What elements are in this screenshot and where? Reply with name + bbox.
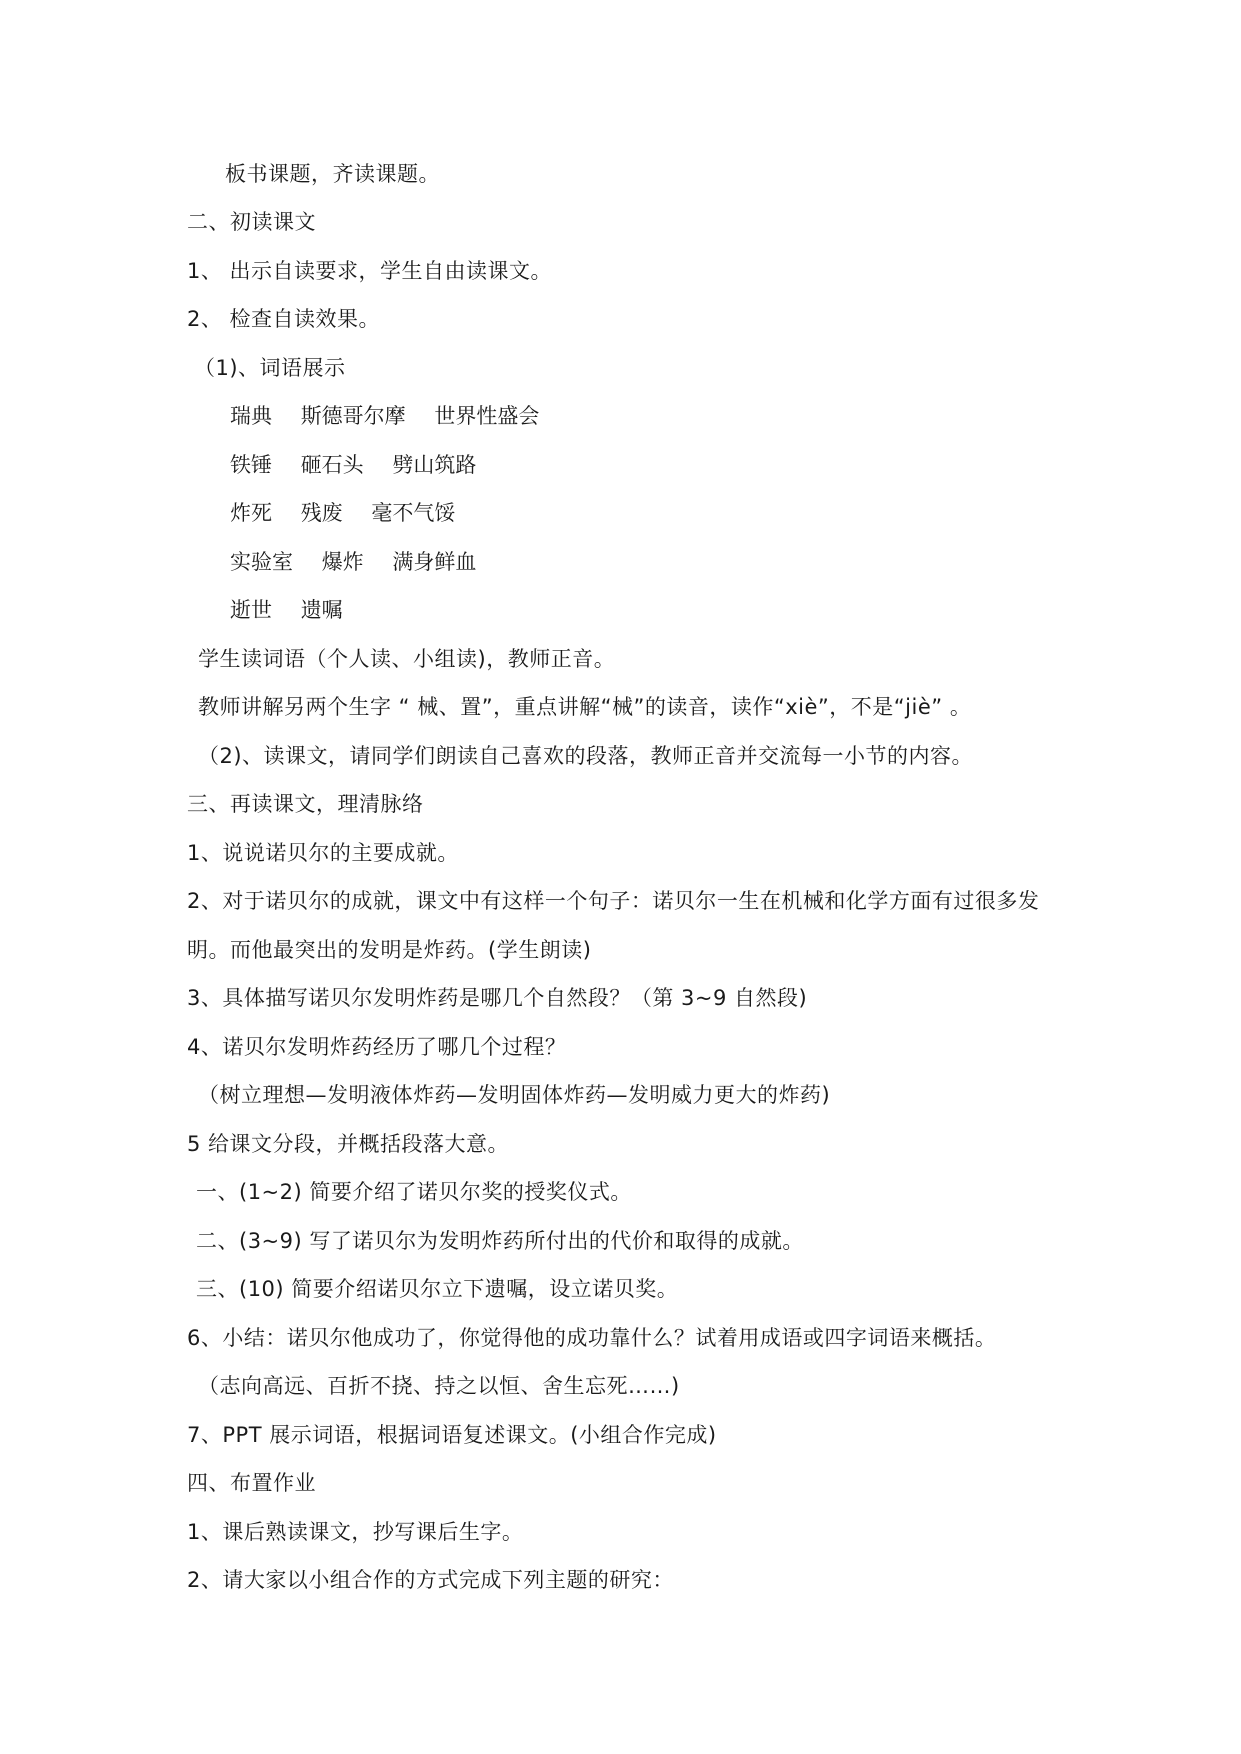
word: 砸石头 bbox=[300, 453, 364, 477]
text-line: 1、课后熟读课文，抄写课后生字。 bbox=[187, 1520, 524, 1544]
word: 遗嘱 bbox=[300, 598, 343, 622]
text-line: （志向高远、百折不挠、持之以恒、舍生忘死……) bbox=[198, 1374, 680, 1398]
word-row bbox=[230, 548, 476, 576]
word-row bbox=[230, 596, 343, 624]
text-line: 2、请大家以小组合作的方式完成下列主题的研究： bbox=[187, 1568, 674, 1592]
word: 逝世 bbox=[230, 598, 272, 622]
word: 毫不气馁 bbox=[371, 501, 456, 525]
word: 满身鲜血 bbox=[392, 550, 477, 574]
text-line: 一、(1~2) 简要介绍了诺贝尔奖的授奖仪式。 bbox=[196, 1180, 632, 1204]
word: 实验室 bbox=[230, 550, 293, 574]
text-line: （2)、读课文，请同学们朗读自己喜欢的段落，教师正音并交流每一小节的内容。 bbox=[198, 744, 974, 768]
word: 残废 bbox=[300, 501, 343, 525]
text-line: 1、 出示自读要求，学生自由读课文。 bbox=[187, 259, 553, 283]
text-line: （树立理想—发明液体炸药—发明固体炸药—发明威力更大的炸药) bbox=[198, 1083, 831, 1107]
text-line: 6、小结：诺贝尔他成功了，你觉得他的成功靠什么？试着用成语或四字词语来概括。 bbox=[187, 1326, 997, 1350]
text-line: 二、(3~9) 写了诺贝尔为发明炸药所付出的代价和取得的成就。 bbox=[196, 1229, 804, 1253]
text-line: 明。而他最突出的发明是炸药。(学生朗读) bbox=[187, 938, 592, 962]
text-line: 4、诺贝尔发明炸药经历了哪几个过程？ bbox=[187, 1035, 567, 1059]
word-row bbox=[230, 451, 476, 479]
section-heading: 四、布置作业 bbox=[187, 1471, 316, 1495]
text-line: 2、对于诺贝尔的成就，课文中有这样一个句子：诺贝尔一生在机械和化学方面有过很多发 bbox=[187, 889, 1040, 913]
word: 瑞典 bbox=[230, 404, 272, 428]
word: 斯德哥尔摩 bbox=[300, 404, 406, 428]
word: 爆炸 bbox=[321, 550, 364, 574]
text-line: 5 给课文分段，并概括段落大意。 bbox=[187, 1132, 510, 1156]
section-heading: 二、初读课文 bbox=[187, 210, 316, 234]
text-line: （1)、词语展示 bbox=[194, 356, 346, 380]
text-line: 教师讲解另两个生字 “ 械、置”，重点讲解“械”的读音，读作“xiè”，不是“jiè” 。 bbox=[198, 695, 972, 719]
text-line: 2、 检查自读效果。 bbox=[187, 307, 381, 331]
word-row bbox=[230, 402, 539, 430]
word: 铁锤 bbox=[230, 453, 272, 477]
word-row bbox=[230, 499, 455, 527]
text-line: 7、PPT 展示词语，根据词语复述课文。(小组合作完成) bbox=[187, 1423, 717, 1447]
word: 炸死 bbox=[230, 501, 272, 525]
text-line: 1、说说诺贝尔的主要成就。 bbox=[187, 841, 459, 865]
text-line: 三、(10) 简要介绍诺贝尔立下遗嘱，设立诺贝奖。 bbox=[196, 1277, 679, 1301]
text-line: 板书课题，齐读课题。 bbox=[225, 162, 440, 186]
text-line: 3、具体描写诺贝尔发明炸药是哪几个自然段？（第 3~9 自然段) bbox=[187, 986, 808, 1010]
word: 劈山筑路 bbox=[392, 453, 477, 477]
word: 世界性盛会 bbox=[434, 404, 540, 428]
text-line: 学生读词语（个人读、小组读)，教师正音。 bbox=[198, 647, 616, 671]
section-heading: 三、再读课文，理清脉络 bbox=[187, 792, 424, 816]
